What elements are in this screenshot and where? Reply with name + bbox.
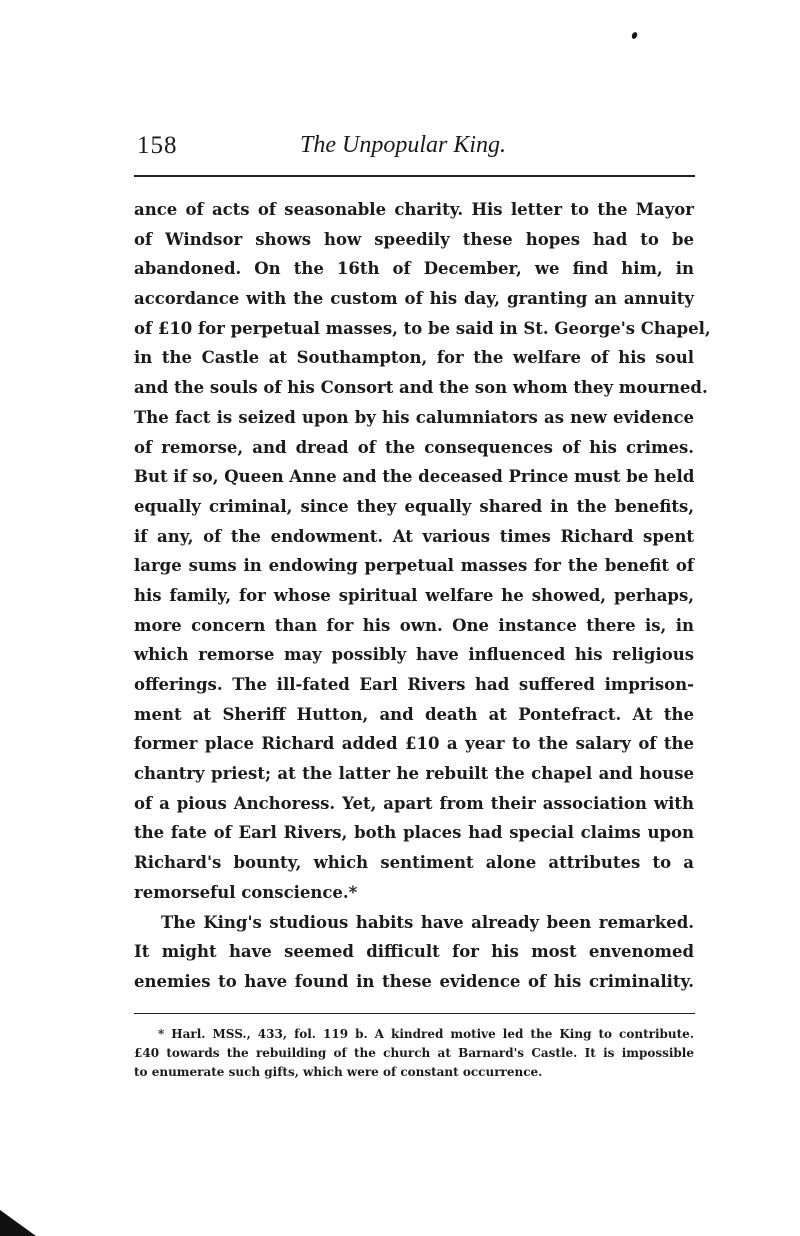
body-line: It might have seemed difficult for his most envenomed (134, 942, 694, 962)
body-line: enemies to have found in these evidence of his criminality. (134, 971, 694, 991)
footnote-line: to enumerate such gifts, which were of constant occurrence. (134, 1065, 543, 1079)
header-rule (134, 175, 695, 177)
body-line: which remorse may possibly have influenced his religious (134, 645, 694, 665)
running-title: The Unpopular King. (300, 132, 507, 158)
body-line: But if so, Queen Anne and the deceased Prince must be held (134, 467, 695, 487)
body-line: and the souls of his Consort and the son whom they mourned. (134, 378, 708, 398)
body-line: equally criminal, since they equally shared in the benefits, (134, 496, 694, 516)
body-line: the fate of Earl Rivers, both places had special claims upon (134, 823, 694, 843)
body-line: of a pious Anchoress. Yet, apart from their association with (134, 793, 694, 813)
body-line: The King's studious habits have already been remarked. (161, 912, 694, 932)
body-line: Richard's bounty, which sentiment alone attributes to a (134, 853, 694, 873)
body-line: in the Castle at Southampton, for the welfare of his soul (134, 348, 694, 368)
ink-speck (631, 31, 638, 39)
body-line: offerings. The ill-fated Earl Rivers had suffered imprison- (134, 675, 694, 694)
body-line: large sums in endowing perpetual masses for the benefit of (134, 556, 694, 576)
body-line: ance of acts of seasonable charity. His letter to the Mayor (134, 200, 694, 219)
body-line: of remorse, and dread of the consequences of his crimes. (134, 437, 694, 457)
body-text (134, 195, 711, 997)
body-line: abandoned. On the 16th of December, we find him, in (134, 259, 694, 279)
body-line: of Windsor shows how speedily these hopes had to be (134, 229, 694, 249)
footnote-line: £40 towards the rebuilding of the church at Barnard's Castle. It is impossible (134, 1046, 694, 1060)
footnote-rule (134, 1013, 695, 1014)
body-line: his family, for whose spiritual welfare he showed, perhaps, (134, 585, 694, 605)
body-line: accordance with the custom of his day, granting an annuity (134, 289, 694, 309)
footnote-line: * Harl. MSS., 433, fol. 119 b. A kindred motive led the King to contribute. (158, 1027, 694, 1041)
body-line: chantry priest; at the latter he rebuilt the chapel and house (134, 764, 694, 784)
body-line: if any, of the endowment. At various times Richard spent (134, 526, 694, 546)
footnote (134, 1025, 694, 1082)
body-line: of £10 for perpetual masses, to be said in St. George's Chapel, (134, 318, 711, 338)
body-line: more concern than for his own. One instance there is, in (134, 615, 694, 635)
body-line: former place Richard added £10 a year to the salary of the (134, 734, 694, 754)
body-line: ment at Sheriff Hutton, and death at Pontefract. At the (134, 704, 694, 724)
body-line: remorseful conscience.* (134, 882, 358, 902)
page-corner-smudge (0, 1210, 36, 1236)
body-line: The fact is seized upon by his calumniators as new evidence (134, 407, 694, 427)
page-number: 158 (137, 132, 178, 159)
